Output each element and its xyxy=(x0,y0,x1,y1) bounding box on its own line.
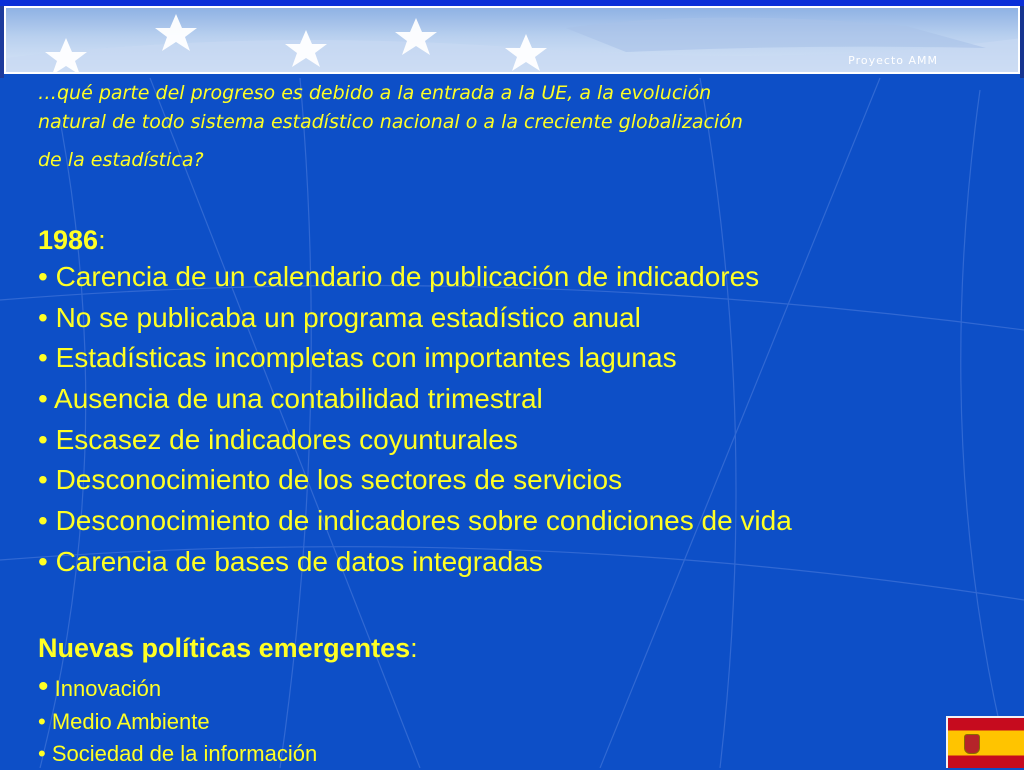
list-item: • Carencia de bases de datos integradas xyxy=(38,545,543,577)
intro-line-1: …qué parte del progreso es debido a la entrada a la UE, a la evolución xyxy=(38,82,712,104)
section-1986-list xyxy=(38,257,998,583)
list-item: • Desconocimiento de los sectores de servicios xyxy=(38,464,623,496)
coat-of-arms-icon xyxy=(964,734,980,754)
section-policies-list xyxy=(38,668,998,770)
banner-label: Proyecto AMM xyxy=(848,54,938,67)
intro-question xyxy=(38,80,993,181)
slide-content xyxy=(38,80,998,770)
list-item: • Medio Ambiente xyxy=(38,708,210,734)
heading-colon: : xyxy=(98,225,106,255)
right-edge xyxy=(1020,6,1024,78)
section-policies-heading xyxy=(38,628,998,668)
list-item: • Estadísticas incompletas con importantes lagunas xyxy=(38,342,677,374)
list-item: • Carencia de un calendario de publicación de indicadores xyxy=(38,261,760,292)
list-item: • Desconocimiento de indicadores sobre condiciones de vida xyxy=(38,505,792,537)
list-item: • Escasez de indicadores coyunturales xyxy=(38,423,518,455)
section-1986-heading xyxy=(38,224,998,257)
intro-line-2: natural de todo sistema estadístico nacional o a la creciente globalización xyxy=(38,111,743,133)
list-item: • No se publicaba un programa estadístico anual xyxy=(38,301,641,333)
list-item: • Ausencia de una contabilidad trimestral xyxy=(38,383,543,415)
header-banner xyxy=(4,6,1020,74)
list-item: • Sociedad de la información xyxy=(38,740,318,766)
bullet: • xyxy=(38,669,49,703)
list-item-text: Innovación xyxy=(54,675,162,701)
intro-line-3: de la estadística? xyxy=(38,149,204,171)
list-item xyxy=(38,668,998,706)
heading-year: 1986 xyxy=(38,225,99,255)
heading-colon: : xyxy=(410,632,418,663)
spain-flag-icon xyxy=(946,716,1024,768)
heading-policies: Nuevas políticas emergentes xyxy=(38,632,411,663)
